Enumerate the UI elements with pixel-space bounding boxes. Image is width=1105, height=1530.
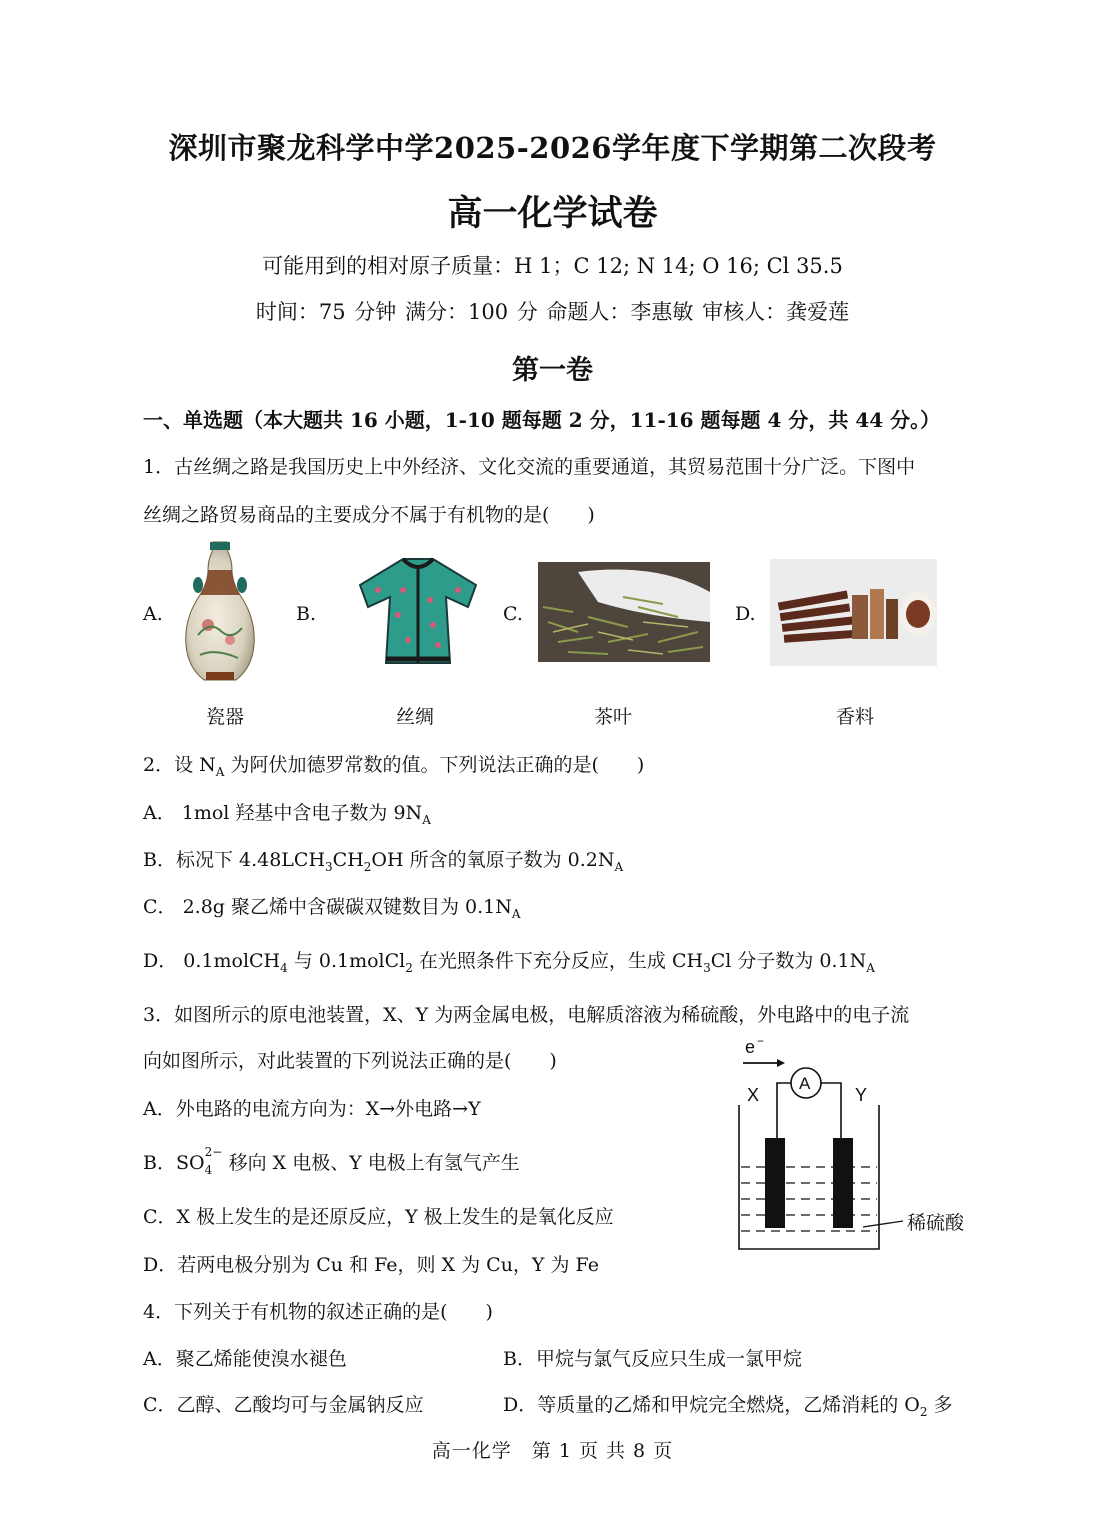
ammeter-label: A [799, 1074, 811, 1093]
q2-stem: 2．设 $N_A$ 为阿伏加德罗常数的值。下列说法正确的是( ) [143, 754, 645, 779]
electrode-y-label: Y [855, 1085, 868, 1105]
page-footer: 高一化学 第 1 页 共 8 页 [431, 1440, 674, 1462]
exam-meta: 时间：75 分钟 满分：100 分 命题人：李惠敏 审核人：龚爱莲 [255, 300, 850, 324]
q1-option-d-letter: D. [735, 603, 756, 625]
q2-option-a: A． 1mol 羟基中含电子数为 $9N_A$ [143, 802, 431, 827]
q3-option-c: C．X 极上发生的是还原反应，Y 极上发生的是氧化反应 [143, 1206, 614, 1228]
q3-line2: 向如图所示，对此装置的下列说法正确的是( ) [143, 1050, 557, 1072]
q1-line2: 丝绸之路贸易商品的主要成分不属于有机物的是( ) [143, 504, 595, 526]
electrode-y [833, 1138, 853, 1228]
solution-label: 稀硫酸 [907, 1213, 965, 1234]
q1-option-d-caption: 香料 [835, 706, 874, 728]
q1-line1: 1．古丝绸之路是我国历史上中外经济、文化交流的重要通道，其贸易范围十分广泛。下图中 [143, 456, 916, 478]
q4-option-c: C．乙醇、乙酸均可与金属钠反应 [143, 1394, 424, 1416]
q4-option-a: A．聚乙烯能使溴水褪色 [143, 1348, 347, 1370]
q1-option-a-letter: A. [143, 603, 163, 625]
electron-sup: − [757, 1035, 765, 1048]
solution-pointer [863, 1221, 903, 1227]
spices-icon [770, 559, 937, 666]
q4-option-b: B．甲烷与氯气反应只生成一氯甲烷 [503, 1348, 802, 1370]
q3-line1: 3．如图所示的原电池装置，X、Y 为两金属电极，电解质溶液为稀硫酸，外电路中的电子流 [143, 1004, 910, 1026]
school-title: 深圳市聚龙科学中学2025-2026学年度下学期第二次段考 [168, 131, 937, 165]
electron-arrow-head [777, 1059, 785, 1067]
q4-option-d: D．等质量的乙烯和甲烷完全燃烧，乙烯消耗的 $O_2$ 多 [503, 1394, 953, 1419]
q3-option-b: B．SO 2− 4 移向 X 电极、Y 电极上有氢气产生 [143, 1145, 520, 1177]
q1-option-b-letter: B. [296, 603, 317, 625]
q1-option-c-caption: 茶叶 [593, 706, 632, 728]
porcelain-vase-icon [180, 540, 260, 685]
atomic-masses: 可能用到的相对原子质量：H 1；C 12; N 14; O 16; Cl 35.5 [262, 254, 843, 278]
electrode-x-label: X [747, 1085, 760, 1105]
section-heading: 一、单选题（本大题共 16 小题，1-10 题每题 2 分，11-16 题每题 4 分，共 44 分。） [143, 408, 941, 432]
wire-left [777, 1083, 791, 1138]
q4-stem: 4．下列关于有机物的叙述正确的是( ) [143, 1301, 493, 1323]
q3-option-d: D．若两电极分别为 Cu 和 Fe，则 X 为 Cu，Y 为 Fe [143, 1254, 599, 1276]
volume-title: 第一卷 [512, 355, 593, 386]
q2-option-b: B．标况下 $4.48LCH_3CH_2OH$ 所含的氧原子数为 $0.2N_A$ [143, 849, 624, 874]
electrode-x [765, 1138, 785, 1228]
q3-option-a: A．外电路的电流方向为：X→外电路→Y [143, 1098, 481, 1120]
paper-title: 高一化学试卷 [447, 193, 658, 234]
beaker [739, 1105, 879, 1249]
electron-label: e [745, 1037, 756, 1057]
q1-option-b-caption: 丝绸 [395, 706, 434, 728]
q2-option-d: D． 0.1molCH$_4$ 与 0.1molCl$_2$ 在光照条件下充分反应，生成 $CH_3Cl$ 分子数为 $0.1N_A$ [143, 950, 875, 975]
wire-right [821, 1083, 841, 1138]
tea-leaves-icon [538, 562, 710, 662]
q1-option-c-letter: C. [503, 603, 523, 625]
solution-level [741, 1167, 877, 1231]
q2-option-c: C． 2.8g 聚乙烯中含碳碳双键数目为 $0.1N_A$ [143, 896, 521, 921]
galvanic-cell-diagram [725, 1035, 985, 1255]
q1-option-a-caption: 瓷器 [205, 706, 244, 728]
silk-robe-icon [358, 555, 478, 667]
